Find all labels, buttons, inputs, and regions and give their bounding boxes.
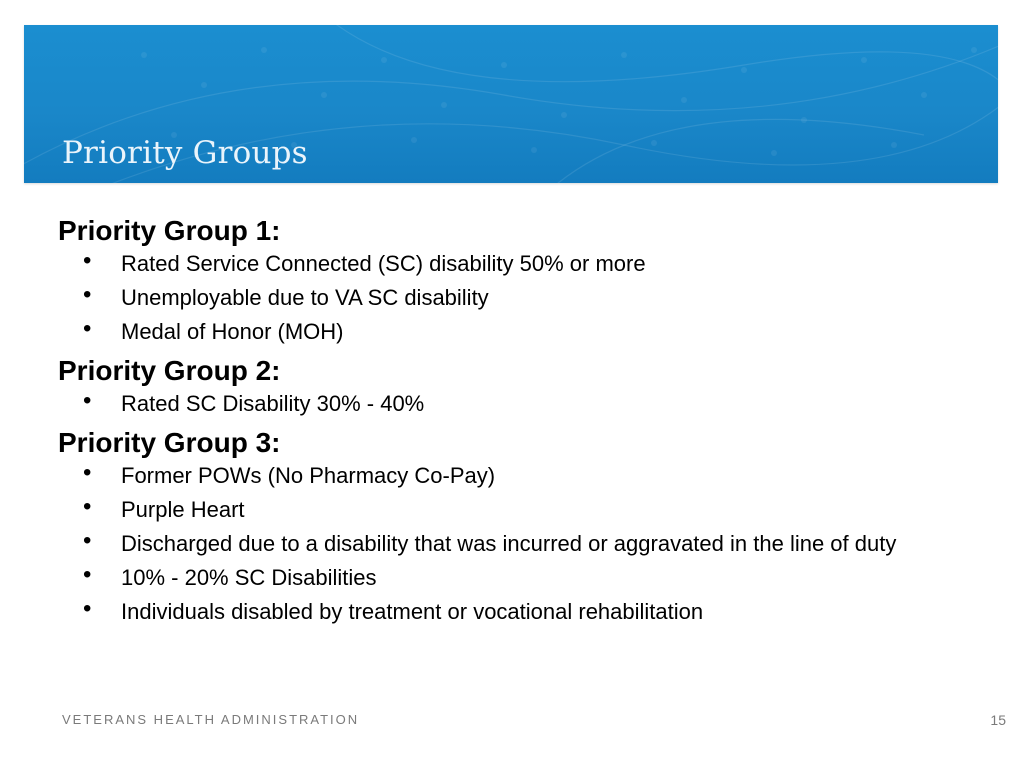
list-item [58, 561, 951, 592]
bullet-dot-icon: • [83, 527, 92, 554]
priority-group-2 [58, 352, 958, 418]
list-item [58, 281, 951, 312]
priority-group-1 [58, 212, 958, 346]
list-item-text: 10% - 20% SC Disabilities [121, 565, 377, 590]
bullet-dot-icon: • [83, 281, 92, 308]
list-item [58, 387, 951, 418]
bullet-dot-icon: • [83, 561, 92, 588]
bullet-dot-icon: • [83, 493, 92, 520]
bullet-list [58, 247, 958, 346]
bullet-dot-icon: • [83, 459, 92, 486]
list-item [58, 459, 951, 490]
priority-group-3 [58, 424, 958, 626]
bullet-dot-icon: • [83, 387, 92, 414]
list-item-text: Individuals disabled by treatment or vocational rehabilitation [121, 599, 704, 624]
list-item [58, 315, 951, 346]
footer-organization: VETERANS HEALTH ADMINISTRATION [62, 712, 360, 727]
bullet-list [58, 459, 958, 626]
list-item-text: Purple Heart [121, 497, 245, 522]
list-item-text: Unemployable due to VA SC disability [121, 285, 489, 310]
list-item [58, 493, 951, 524]
bullet-dot-icon: • [83, 247, 92, 274]
list-item-text: Former POWs (No Pharmacy Co-Pay) [121, 463, 496, 488]
group-heading: Priority Group 3: [58, 427, 281, 458]
bullet-dot-icon: • [83, 315, 92, 342]
list-item [58, 247, 951, 278]
list-item-text: Discharged due to a disability that was incurred or aggravated in the line of duty [121, 531, 897, 556]
bullet-dot-icon: • [83, 595, 92, 622]
page-number: 15 [990, 712, 1006, 728]
list-item [58, 595, 951, 626]
slide-title: Priority Groups [62, 135, 308, 171]
list-item-text: Rated Service Connected (SC) disability 50% or more [121, 251, 646, 276]
group-heading: Priority Group 1: [58, 215, 281, 246]
list-item [58, 527, 951, 558]
group-heading: Priority Group 2: [58, 355, 281, 386]
bullet-list [58, 387, 958, 418]
slide-content [58, 212, 958, 632]
list-item-text: Rated SC Disability 30% - 40% [121, 391, 425, 416]
list-item-text: Medal of Honor (MOH) [121, 319, 344, 344]
